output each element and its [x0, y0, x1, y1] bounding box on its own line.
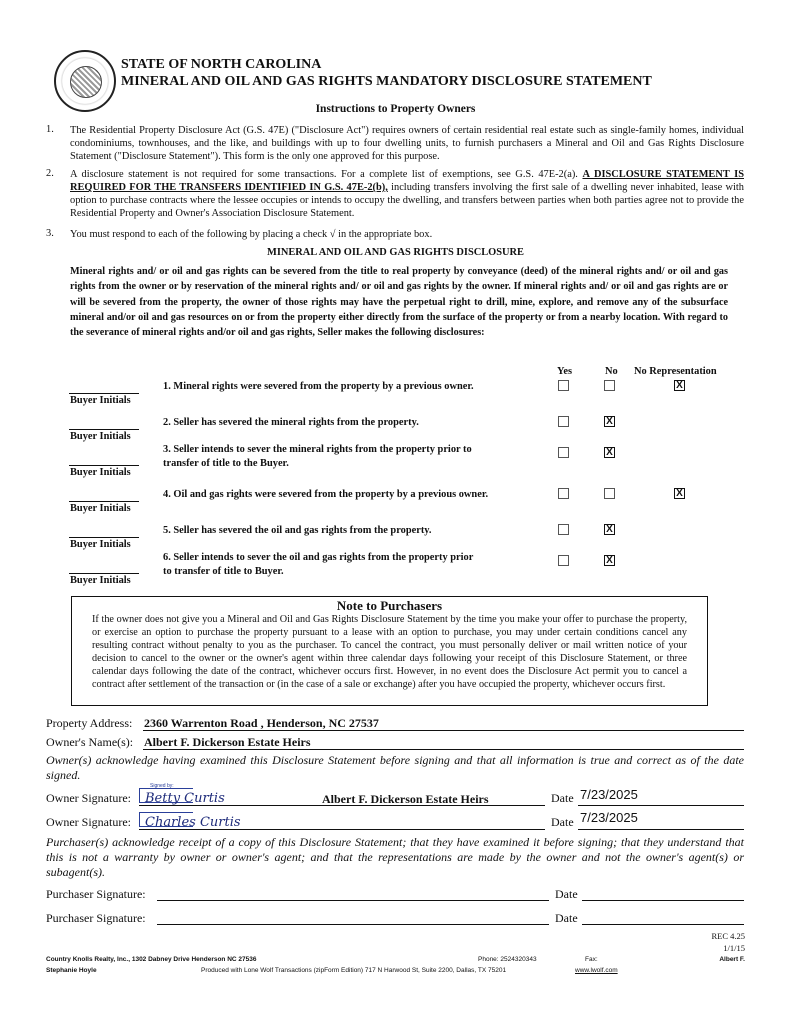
checkbox-no-representation[interactable]: X: [674, 488, 685, 499]
note-text: If the owner does not give you a Mineral and Oil and Gas Rights Disclosure Statement by the time you make your offer to purchase the property, or exercise an option to purchase the property pursuant to a lease with an option to purchase, you may under certain conditions cancel any resulting contract without penalty to you as the purchaser. To cancel the contract, you must personally deliver or mail written notice of your decision to cancel to the owner or the owner's agent within three calendar days following your receipt of this Disclosure Statement, or three calendar days following the date of the contract, whichever occurs first. However, in no event does the Disclosure Act permit you to cancel a contract after settlement of the transaction or (in the case of a sale or exchange) after you have occupied the property, whichever occurs first.: [92, 614, 687, 690]
footer-agent: Stephanie Hoyle: [46, 967, 97, 974]
buyer-initials-label: Buyer Initials: [70, 575, 131, 586]
buyer-initials-label: Buyer Initials: [70, 539, 131, 550]
instruction-item-3: You must respond to each of the following by placing a check √ in the appropriate box.: [70, 229, 433, 240]
checkbox-no-representation[interactable]: X: [674, 380, 685, 391]
purchaser-signature-label-2: Purchaser Signature:: [46, 911, 146, 925]
purchaser-date-label-2: Date: [555, 911, 578, 925]
checkbox-no[interactable]: X: [604, 416, 615, 427]
checkbox-yes[interactable]: [558, 488, 569, 499]
purchaser-date-line-2[interactable]: [582, 910, 744, 925]
buyer-initials-line[interactable]: [69, 559, 139, 574]
footer-phone: Phone: 2524320343: [478, 956, 537, 963]
buyer-initials-line[interactable]: [69, 415, 139, 430]
date-label-2: Date: [551, 815, 574, 829]
owner-signature-2[interactable]: Charles Curtis: [145, 815, 241, 830]
signed-by-tag: Signed by:: [150, 783, 174, 789]
owner-date-2[interactable]: 7/23/2025: [580, 810, 638, 825]
purchaser-signature-label-1: Purchaser Signature:: [46, 887, 146, 901]
col-no-representation: No Representation: [634, 366, 717, 377]
property-address: 2360 Warrenton Road , Henderson, NC 27537: [144, 716, 379, 730]
purchaser-acknowledgement: Purchaser(s) acknowledge receipt of a copy of this Disclosure Statement; that they have examined it before signing; that they understand that this is not a warranty by owner or owner's agent; and that the representations are made by the owner and not the owner's agent(s) or subagent(s).: [46, 835, 744, 879]
buyer-initials-label: Buyer Initials: [70, 431, 131, 442]
footer-document-name: Albert F.: [719, 956, 745, 963]
property-address-label: Property Address:: [46, 716, 133, 730]
item-number-2: 2.: [46, 168, 54, 179]
owner-signature-1[interactable]: Betty Curtis: [145, 791, 225, 806]
purchaser-signature-line-2[interactable]: [157, 910, 549, 925]
owner-signature-line-2: [139, 814, 545, 830]
checkbox-yes[interactable]: [558, 524, 569, 535]
checkbox-no[interactable]: X: [604, 447, 615, 458]
question-text: 1. Mineral rights were severed from the property by a previous owner.: [163, 381, 474, 392]
disclosure-heading: MINERAL AND OIL AND GAS RIGHTS DISCLOSURE: [267, 247, 524, 258]
question-text: 2. Seller has severed the mineral rights from the property.: [163, 417, 419, 428]
item-number-1: 1.: [46, 124, 54, 135]
form-title: MINERAL AND OIL AND GAS RIGHTS MANDATORY DISCLOSURE STATEMENT: [121, 74, 652, 89]
owner-date-1[interactable]: 7/23/2025: [580, 787, 638, 802]
state-heading: STATE OF NORTH CAROLINA: [121, 57, 322, 72]
checkbox-no[interactable]: [604, 488, 615, 499]
question-text: 5. Seller has severed the oil and gas rights from the property.: [163, 525, 432, 536]
disclosure-intro: Mineral rights and/ or oil and gas rights can be severed from the title to real property by conveyance (deed) of the mineral rights and/ or oil and gas rights from the owner or by reservation of the mineral rights and/ or oil and gas rights by the owner. If mineral rights and/ or oil and gas rights are or will be severed from the property, the owner of those rights may have the perpetual right to drill, mine, explore, and remove any of the subsurface mineral and/or oil and gas resources on or from the property either directly from the surface of the property or from a nearby location. With regard to the severance of mineral rights and/or oil and gas rights, Seller makes the following disclosures:: [70, 266, 728, 339]
owners-name-label: Owner's Name(s):: [46, 735, 134, 749]
form-date: 1/1/15: [723, 943, 745, 953]
checkbox-no[interactable]: X: [604, 524, 615, 535]
purchaser-date-line-1[interactable]: [582, 886, 744, 901]
checkbox-yes[interactable]: [558, 447, 569, 458]
checkbox-yes[interactable]: [558, 380, 569, 391]
note-title: Note to Purchasers: [336, 598, 443, 613]
question-text: 6. Seller intends to sever the oil and gas rights from the property prior: [163, 552, 474, 563]
question-text: 3. Seller intends to sever the mineral rights from the property prior to: [163, 444, 472, 455]
buyer-initials-line[interactable]: [69, 487, 139, 502]
checkbox-yes[interactable]: [558, 555, 569, 566]
buyer-initials-line[interactable]: [69, 523, 139, 538]
instruction-item-2: A disclosure statement is not required for some transactions. For a complete list of exemptions, see G.S. 47E-2(a). A DISCLOSURE STATEMENT IS REQUIRED FOR THE TRANSFERS IDENTIFIED IN G.S. 47E-2(b), including transfers involving the first sale of a dwelling never inhabited, lease with option to purchase contracts where the lessee occupies or intends to occupy the dwelling, and transfers between parties when both parties agree not to provide the Residential Property and Owner's Association Disclosure Statement.: [70, 169, 744, 219]
buyer-initials-label: Buyer Initials: [70, 467, 131, 478]
form-code: REC 4.25: [711, 931, 745, 941]
checkbox-no[interactable]: X: [604, 555, 615, 566]
question-text-cont: transfer of title to the Buyer.: [163, 458, 289, 469]
question-text-cont: to transfer of title to Buyer.: [163, 566, 284, 577]
buyer-initials-label: Buyer Initials: [70, 395, 131, 406]
col-no: No: [605, 366, 618, 377]
footer-produced: Produced with Lone Wolf Transactions (zipForm Edition) 717 N Harwood St, Suite 2200, Dallas, TX 75201: [201, 967, 507, 974]
buyer-initials-line[interactable]: [69, 379, 139, 394]
purchaser-signature-line-1[interactable]: [157, 886, 549, 901]
footer-url[interactable]: www.lwolf.com: [575, 967, 618, 974]
owners-name: Albert F. Dickerson Estate Heirs: [144, 735, 311, 749]
owner-printed-name: Albert F. Dickerson Estate Heirs: [322, 792, 489, 806]
question-text: 4. Oil and gas rights were severed from the property by a previous owner.: [163, 489, 489, 500]
note-to-purchasers: [71, 596, 708, 706]
owner-acknowledgement: Owner(s) acknowledge having examined this Disclosure Statement before signing and that all information is true and correct as of the date signed.: [46, 753, 744, 782]
owner-signature-label-2: Owner Signature:: [46, 815, 131, 829]
footer-company: Country Knolls Realty, Inc., 1302 Dabney Drive Henderson NC 27536: [46, 956, 257, 963]
owner-signature-label-1: Owner Signature:: [46, 791, 131, 805]
instructions-heading: Instructions to Property Owners: [315, 103, 476, 115]
buyer-initials-line[interactable]: [69, 451, 139, 466]
footer-fax: Fax:: [585, 956, 598, 963]
purchaser-date-label-1: Date: [555, 887, 578, 901]
col-yes: Yes: [557, 366, 573, 377]
date-label-1: Date: [551, 791, 574, 805]
checkbox-no[interactable]: [604, 380, 615, 391]
checkbox-yes[interactable]: [558, 416, 569, 427]
item-number-3: 3.: [46, 228, 54, 239]
buyer-initials-label: Buyer Initials: [70, 503, 131, 514]
instruction-item-1: The Residential Property Disclosure Act (G.S. 47E) ("Disclosure Act") requires owners of certain residential real estate such as single-family homes, individual condominiums, townhouses, and the like, and buildings with up to four dwelling units, to furnish purchasers a Mineral and Oil and Gas Rights Disclosure Statement ("Disclosure Statement"). This form is the only one approved for this purpose.: [70, 125, 744, 162]
